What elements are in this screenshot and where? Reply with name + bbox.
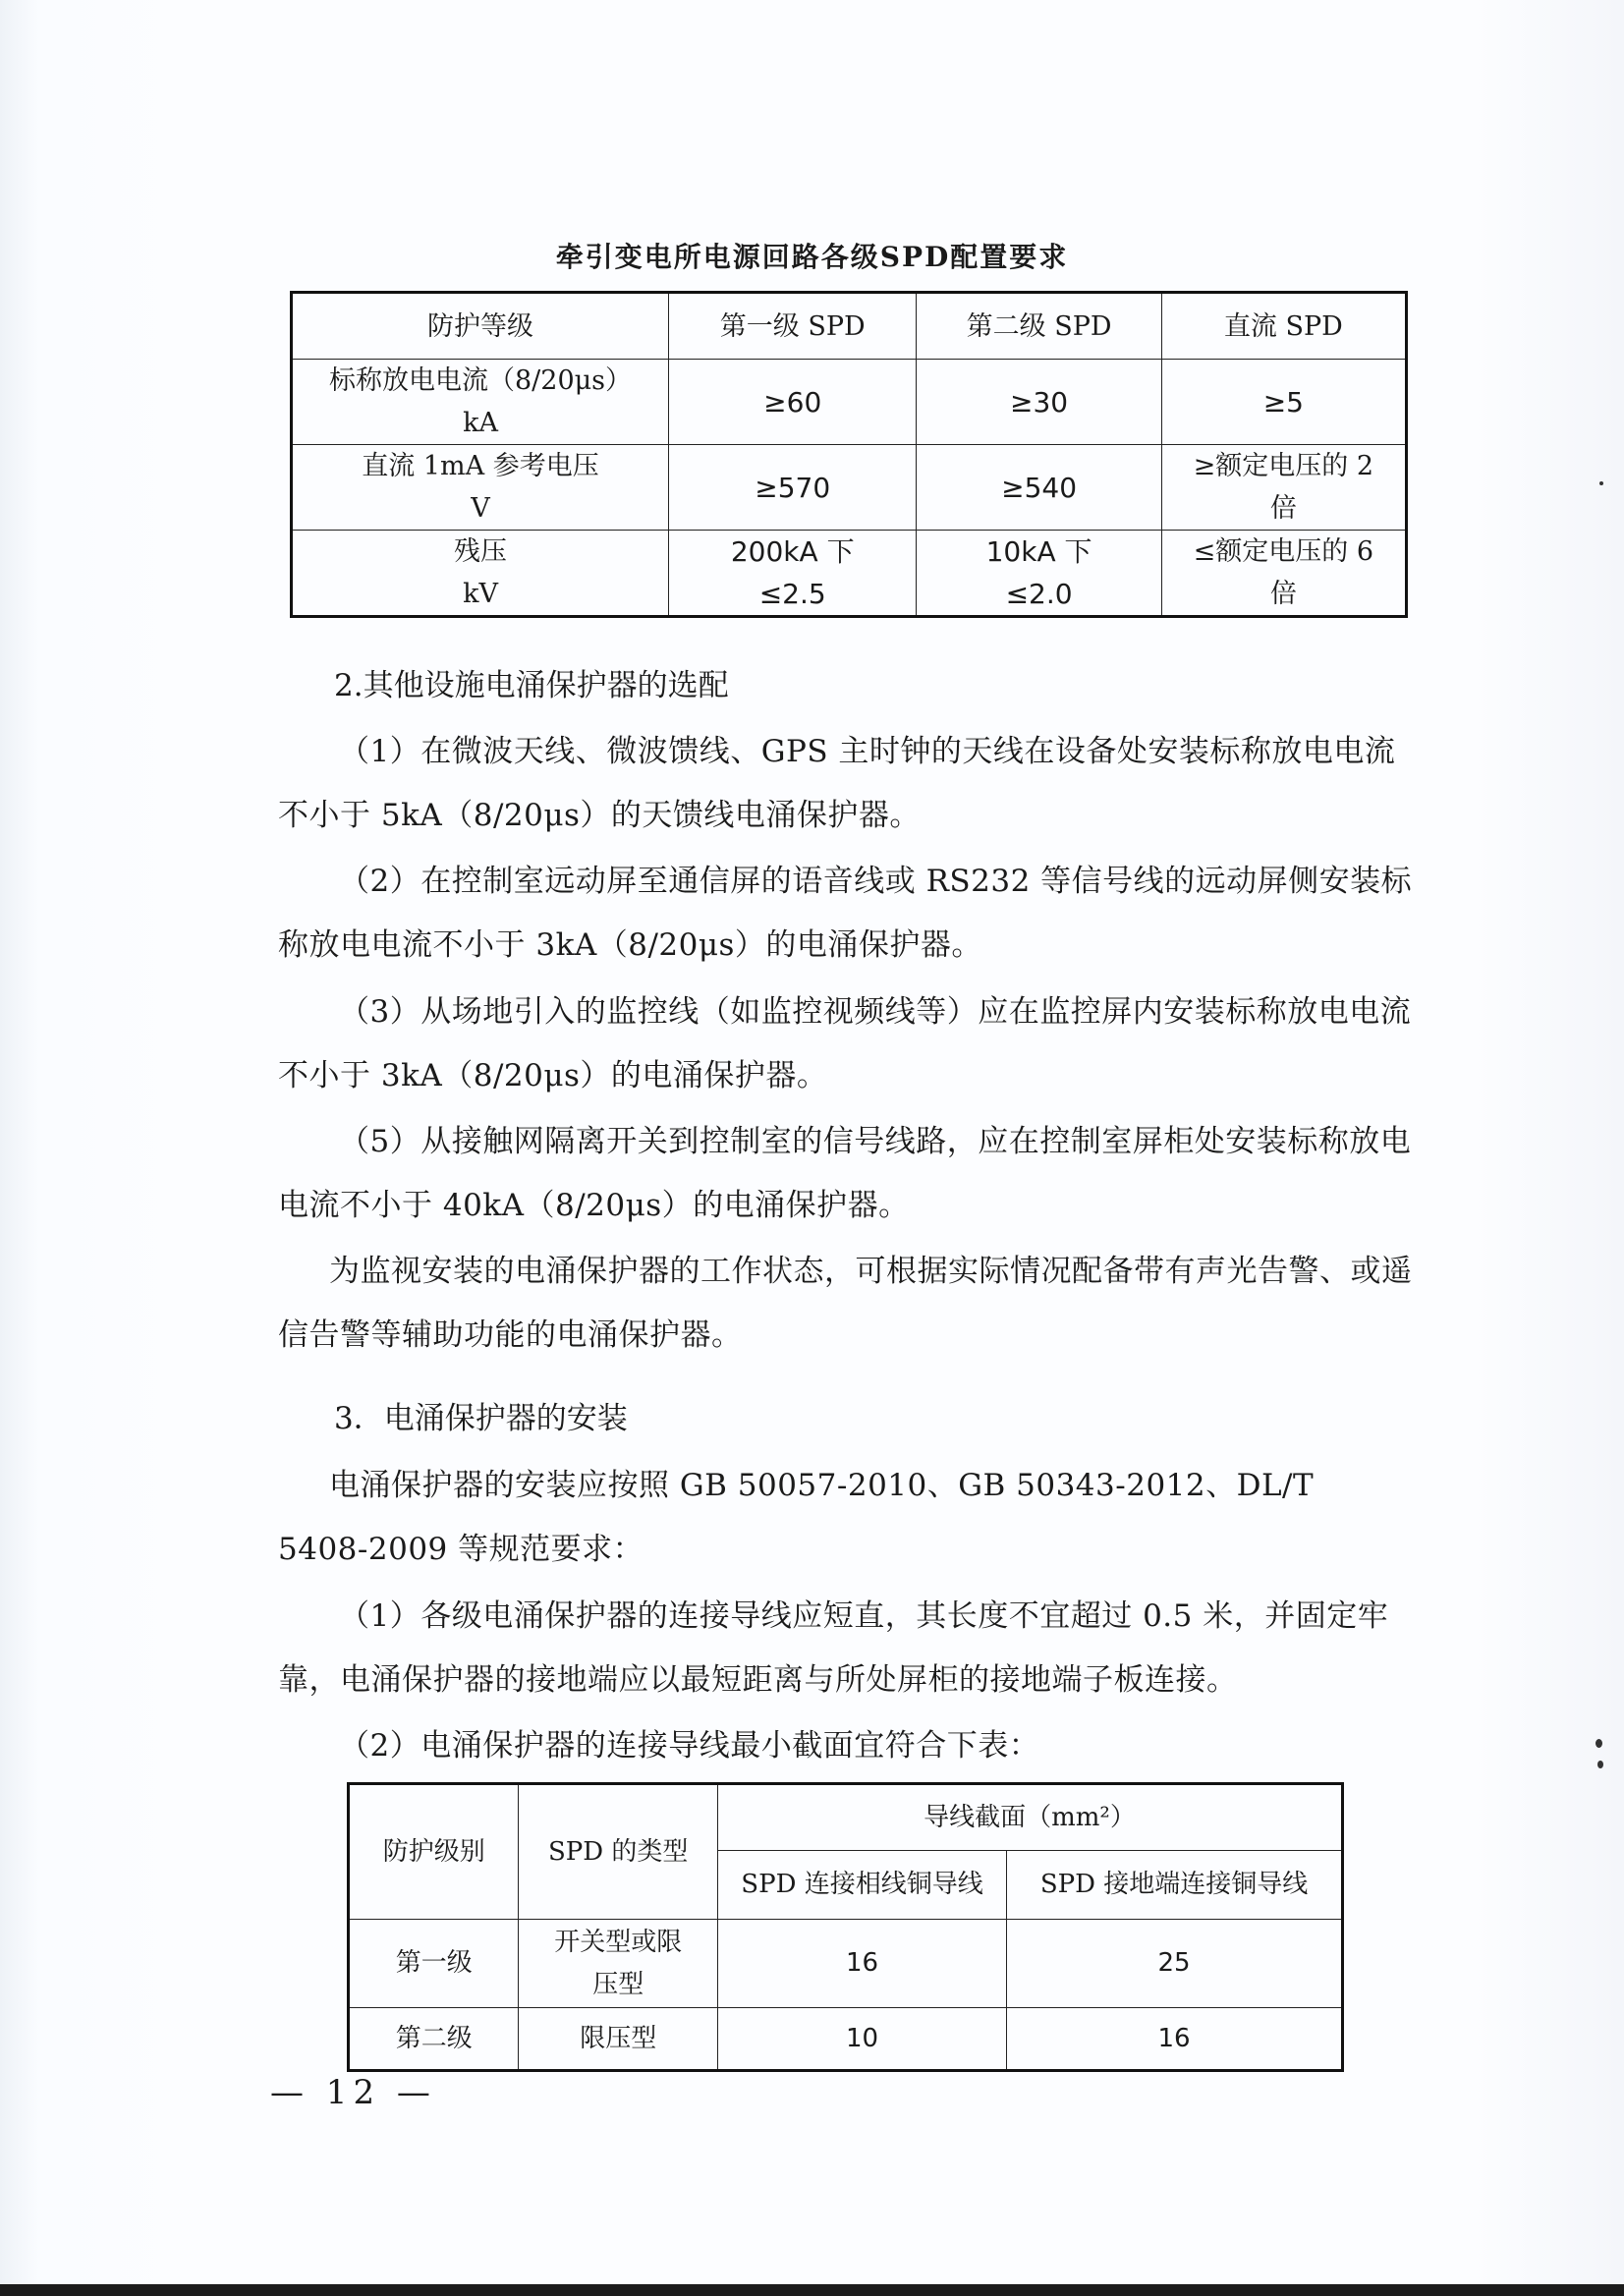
scan-speck (1599, 481, 1603, 485)
header-cell: 防护等级 (292, 293, 669, 360)
table-cell: 25 (1007, 1920, 1343, 2008)
page-number: — 12 — (270, 2073, 436, 2112)
paragraph: 电涌保护器的安装应按照 GB 50057-2010、GB 50343-2012、DL/T 5408-2009 等规范要求： (278, 1468, 1315, 1567)
paragraph: （2）电涌保护器的连接导线最小截面宜符合下表： (339, 1728, 1040, 1764)
paragraph: （5）从接触网隔离开关到控制室的信号线路，应在控制室屏柜处安装标称放电电流不小于 40kA（8/20μs）的电涌保护器。 (278, 1124, 1412, 1223)
table-cell: 10 (717, 2008, 1006, 2071)
table-cell: ≥30 (917, 360, 1161, 445)
paragraph: （1）各级电涌保护器的连接导线应短直，其长度不宜超过 0.5 米，并固定牢靠，电涌保护器的接地端应以最短距离与所处屏柜的接地端子板连接。 (278, 1598, 1389, 1698)
header-cell: SPD 的类型 (519, 1784, 717, 1920)
header-cell: 第一级 SPD (669, 293, 917, 360)
header-cell: 直流 SPD (1161, 293, 1406, 360)
section-heading: 2.其他设施电涌保护器的选配 (334, 668, 729, 703)
table-cell: ≥5 (1161, 360, 1406, 445)
paragraph: （3）从场地引入的监控线（如监控视频线等）应在监控屏内安装标称放电电流不小于 3kA（8/20μs）的电涌保护器。 (278, 994, 1412, 1093)
table-cell: 16 (1007, 2008, 1343, 2071)
paragraph: （2）在控制室远动屏至通信屏的语音线或 RS232 等信号线的远动屏侧安装标称放电电流不小于 3kA（8/20μs）的电涌保护器。 (278, 864, 1413, 963)
table-cell: 限压型 (519, 2008, 717, 2071)
section-heading: 3．电涌保护器的安装 (334, 1401, 628, 1436)
header-cell: 导线截面（mm²） (717, 1784, 1342, 1851)
conductor-section-table (347, 1782, 1344, 2072)
table-cell: 16 (717, 1920, 1006, 2008)
table-cell: ≥60 (669, 360, 917, 445)
table-cell: ≥570 (669, 445, 917, 531)
table-cell: 开关型或限 压型 (519, 1920, 717, 2008)
row-label: 直流 1mA 参考电压 V (292, 445, 669, 531)
row-label: 残压 kV (292, 531, 669, 617)
table-cell: 第二级 (349, 2008, 519, 2071)
paragraph: （1）在微波天线、微波馈线、GPS 主时钟的天线在设备处安装标称放电电流不小于 5kA（8/20μs）的天馈线电涌保护器。 (278, 734, 1396, 833)
table1-title: 牵引变电所电源回路各级SPD配置要求 (555, 241, 1069, 273)
table-cell: 10kA 下 ≤2.0 (917, 531, 1161, 617)
header-cell: SPD 连接相线铜导线 (717, 1851, 1006, 1920)
table-cell: ≥540 (917, 445, 1161, 531)
spd-config-table (290, 291, 1408, 618)
table-cell: ≤额定电压的 6 倍 (1161, 531, 1406, 617)
header-cell: 第二级 SPD (917, 293, 1161, 360)
scan-speck (1597, 1761, 1603, 1768)
header-cell: SPD 接地端连接铜导线 (1007, 1851, 1343, 1920)
header-cell: 防护级别 (349, 1784, 519, 1920)
row-label: 标称放电电流（8/20μs） kA (292, 360, 669, 445)
paragraph: 为监视安装的电涌保护器的工作状态，可根据实际情况配备带有声光告警、或遥信告警等辅助功能的电涌保护器。 (278, 1254, 1413, 1353)
scan-speck (1596, 1739, 1602, 1748)
table-cell: 第一级 (349, 1920, 519, 2008)
table-cell: ≥额定电压的 2 倍 (1161, 445, 1406, 531)
table-cell: 200kA 下 ≤2.5 (669, 531, 917, 617)
scan-bottom-edge (0, 2284, 1624, 2296)
